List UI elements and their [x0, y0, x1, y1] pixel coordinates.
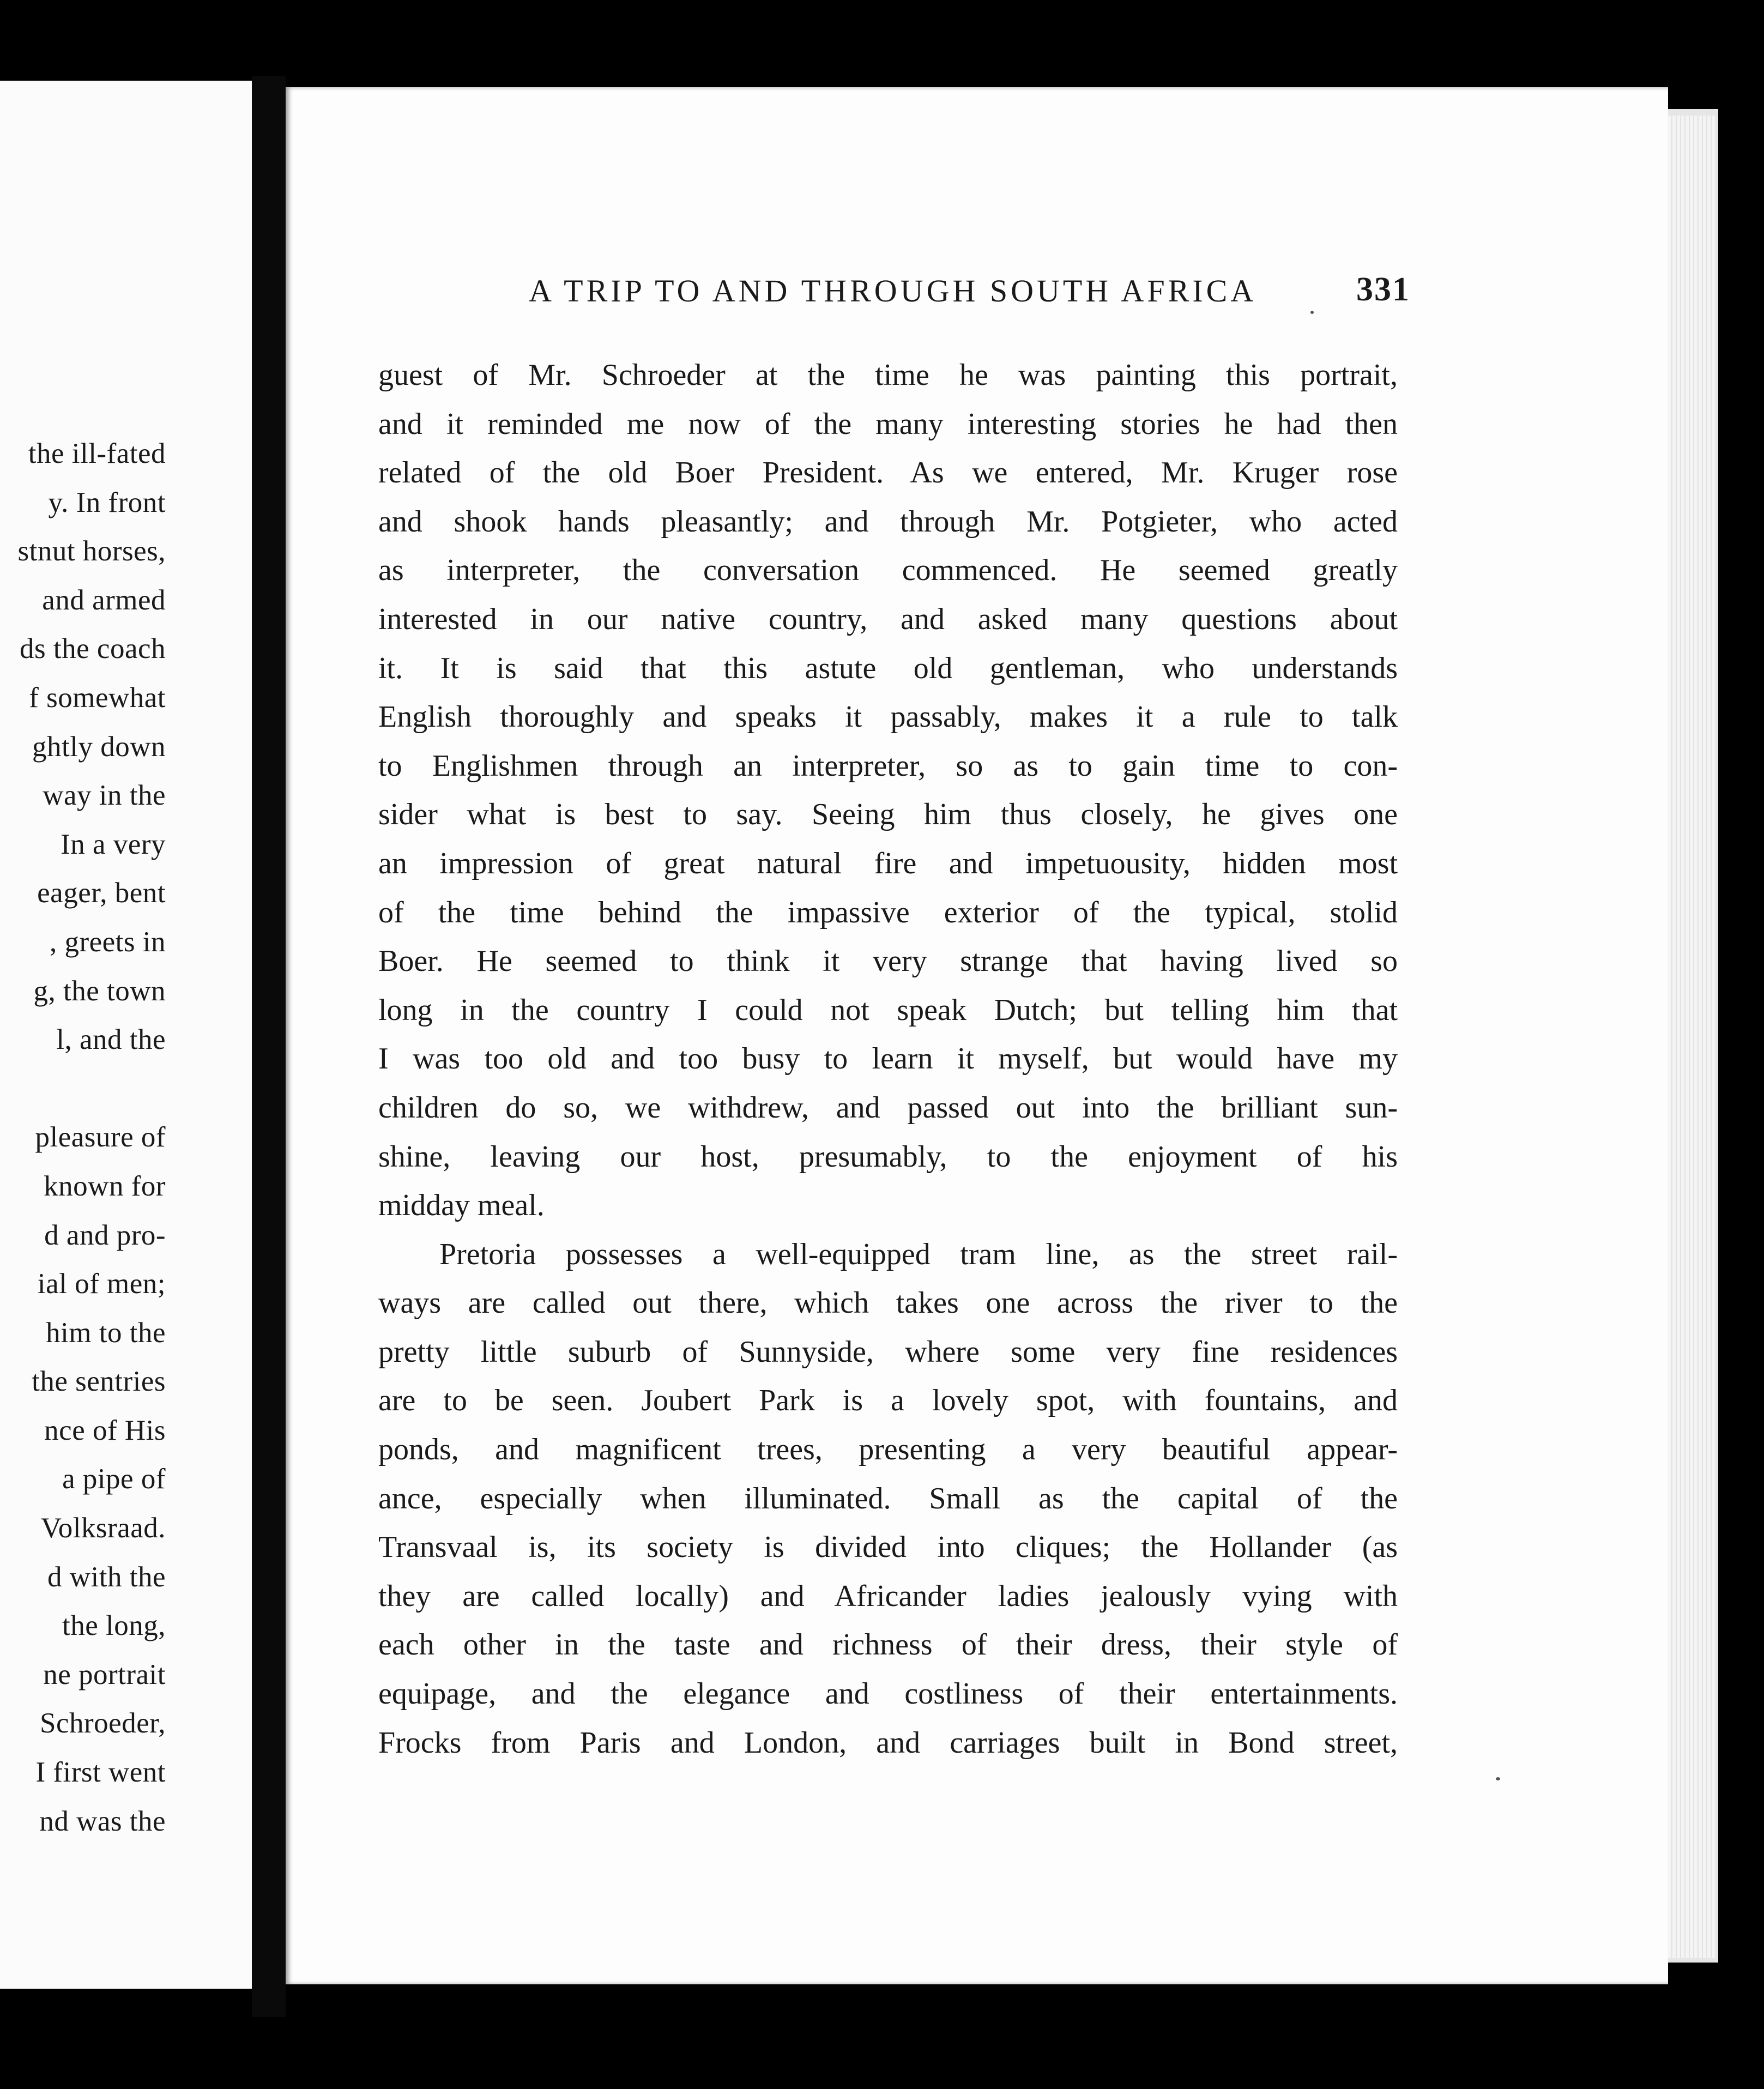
left-line: In a very — [61, 828, 166, 860]
left-page-text — [0, 430, 166, 1846]
scan-speck — [1496, 1777, 1500, 1780]
text-line: Pretoria possesses a well-equipped tram line, as the street rail- — [439, 1237, 1398, 1271]
text-line: it. It is said that this astute old gentleman, who understands — [378, 651, 1398, 685]
text-line: related of the old Boer President. As we entered, Mr. Kruger rose — [378, 456, 1398, 490]
running-head-title: A TRIP TO AND THROUGH SOUTH AFRICA — [529, 273, 1257, 309]
left-line: him to the — [46, 1317, 166, 1349]
page-edges-stack — [1668, 116, 1715, 1958]
left-line: pleasure of — [35, 1121, 166, 1154]
text-line: an impression of great natural fire and impetuousity, hidden most — [378, 846, 1398, 880]
text-line: English thoroughly and speaks it passably, makes it a rule to talk — [378, 700, 1398, 734]
left-line: stnut horses, — [17, 535, 166, 567]
left-line: ne portrait — [43, 1658, 166, 1690]
text-line: to Englishmen through an interpreter, so as to gain time to con- — [378, 748, 1398, 783]
text-line: ance, especially when illuminated. Small as the capital of the — [378, 1481, 1398, 1516]
page-number: 331 — [1356, 271, 1410, 308]
left-line: g, the town — [33, 975, 166, 1007]
left-line: l, and the — [56, 1024, 166, 1056]
left-line: nce of His — [44, 1414, 166, 1446]
body-text — [378, 351, 1398, 1767]
left-line: a pipe of — [62, 1463, 166, 1495]
left-line: ghtly down — [32, 730, 166, 763]
text-line: ways are called out there, which takes one across the river to the — [378, 1286, 1398, 1320]
book-spine-shadow — [252, 76, 286, 2017]
left-line: way in the — [43, 780, 166, 812]
running-head — [286, 273, 1668, 316]
text-line: I was too old and too busy to learn it myself, but would have my — [378, 1042, 1398, 1076]
left-line: ial of men; — [37, 1268, 166, 1300]
text-line: Transvaal is, its society is divided into cliques; the Hollander (as — [378, 1530, 1398, 1565]
text-line: equipage, and the elegance and costliness of their entertainments. — [378, 1677, 1398, 1711]
text-line: sider what is best to say. Seeing him thus closely, he gives one — [378, 798, 1398, 832]
left-line: y. In front — [48, 486, 166, 518]
text-line: and shook hands pleasantly; and through Mr. Potgieter, who acted — [378, 504, 1398, 539]
text-line: interested in our native country, and asked many questions about — [378, 602, 1398, 636]
text-line: guest of Mr. Schroeder at the time he was painting this portrait, — [378, 358, 1398, 392]
text-line: shine, leaving our host, presumably, to the enjoyment of his — [378, 1139, 1398, 1174]
left-line-gap — [0, 1065, 166, 1114]
left-line: d with the — [47, 1561, 166, 1593]
left-line: f somewhat — [29, 681, 166, 714]
left-line: I first went — [35, 1756, 166, 1789]
left-line: the sentries — [32, 1366, 166, 1398]
left-line: known for — [44, 1170, 166, 1202]
left-line: nd was the — [39, 1805, 166, 1837]
text-line: of the time behind the impassive exterior of the typical, stolid — [378, 895, 1398, 929]
left-line: ds the coach — [20, 633, 166, 665]
text-line: Boer. He seemed to think it very strange that having lived so — [378, 944, 1398, 979]
text-line: midday meal. — [378, 1188, 545, 1223]
text-line: ponds, and magnificent trees, presenting a very beautiful appear- — [378, 1433, 1398, 1467]
text-line: Frocks from Paris and London, and carriages built in Bond street, — [378, 1725, 1398, 1760]
left-line: and armed — [42, 584, 166, 616]
left-line: eager, bent — [37, 877, 166, 909]
text-line: they are called locally) and Africander ladies jealously vying with — [378, 1579, 1398, 1613]
right-page — [286, 87, 1668, 1984]
text-line: and it reminded me now of the many interesting stories he had then — [378, 407, 1398, 441]
text-line: long in the country I could not speak Dutch; but telling him that — [378, 993, 1398, 1027]
text-line: as interpreter, the conversation commenced. He seemed greatly — [378, 553, 1398, 588]
left-line: d and pro- — [44, 1219, 166, 1251]
text-line: children do so, we withdrew, and passed out into the brilliant sun- — [378, 1090, 1398, 1125]
left-line: Schroeder, — [40, 1707, 166, 1740]
text-line: are to be seen. Joubert Park is a lovely spot, with fountains, and — [378, 1384, 1398, 1418]
left-line: Volksraad. — [40, 1512, 166, 1544]
left-line: , greets in — [49, 926, 166, 958]
left-page — [0, 81, 252, 1989]
scan-speck — [1310, 311, 1314, 314]
text-line: pretty little suburb of Sunnyside, where some very fine residences — [378, 1335, 1398, 1369]
text-line: each other in the taste and richness of their dress, their style of — [378, 1628, 1398, 1662]
left-line: the ill-fated — [28, 438, 166, 469]
left-line: the long, — [62, 1610, 166, 1642]
